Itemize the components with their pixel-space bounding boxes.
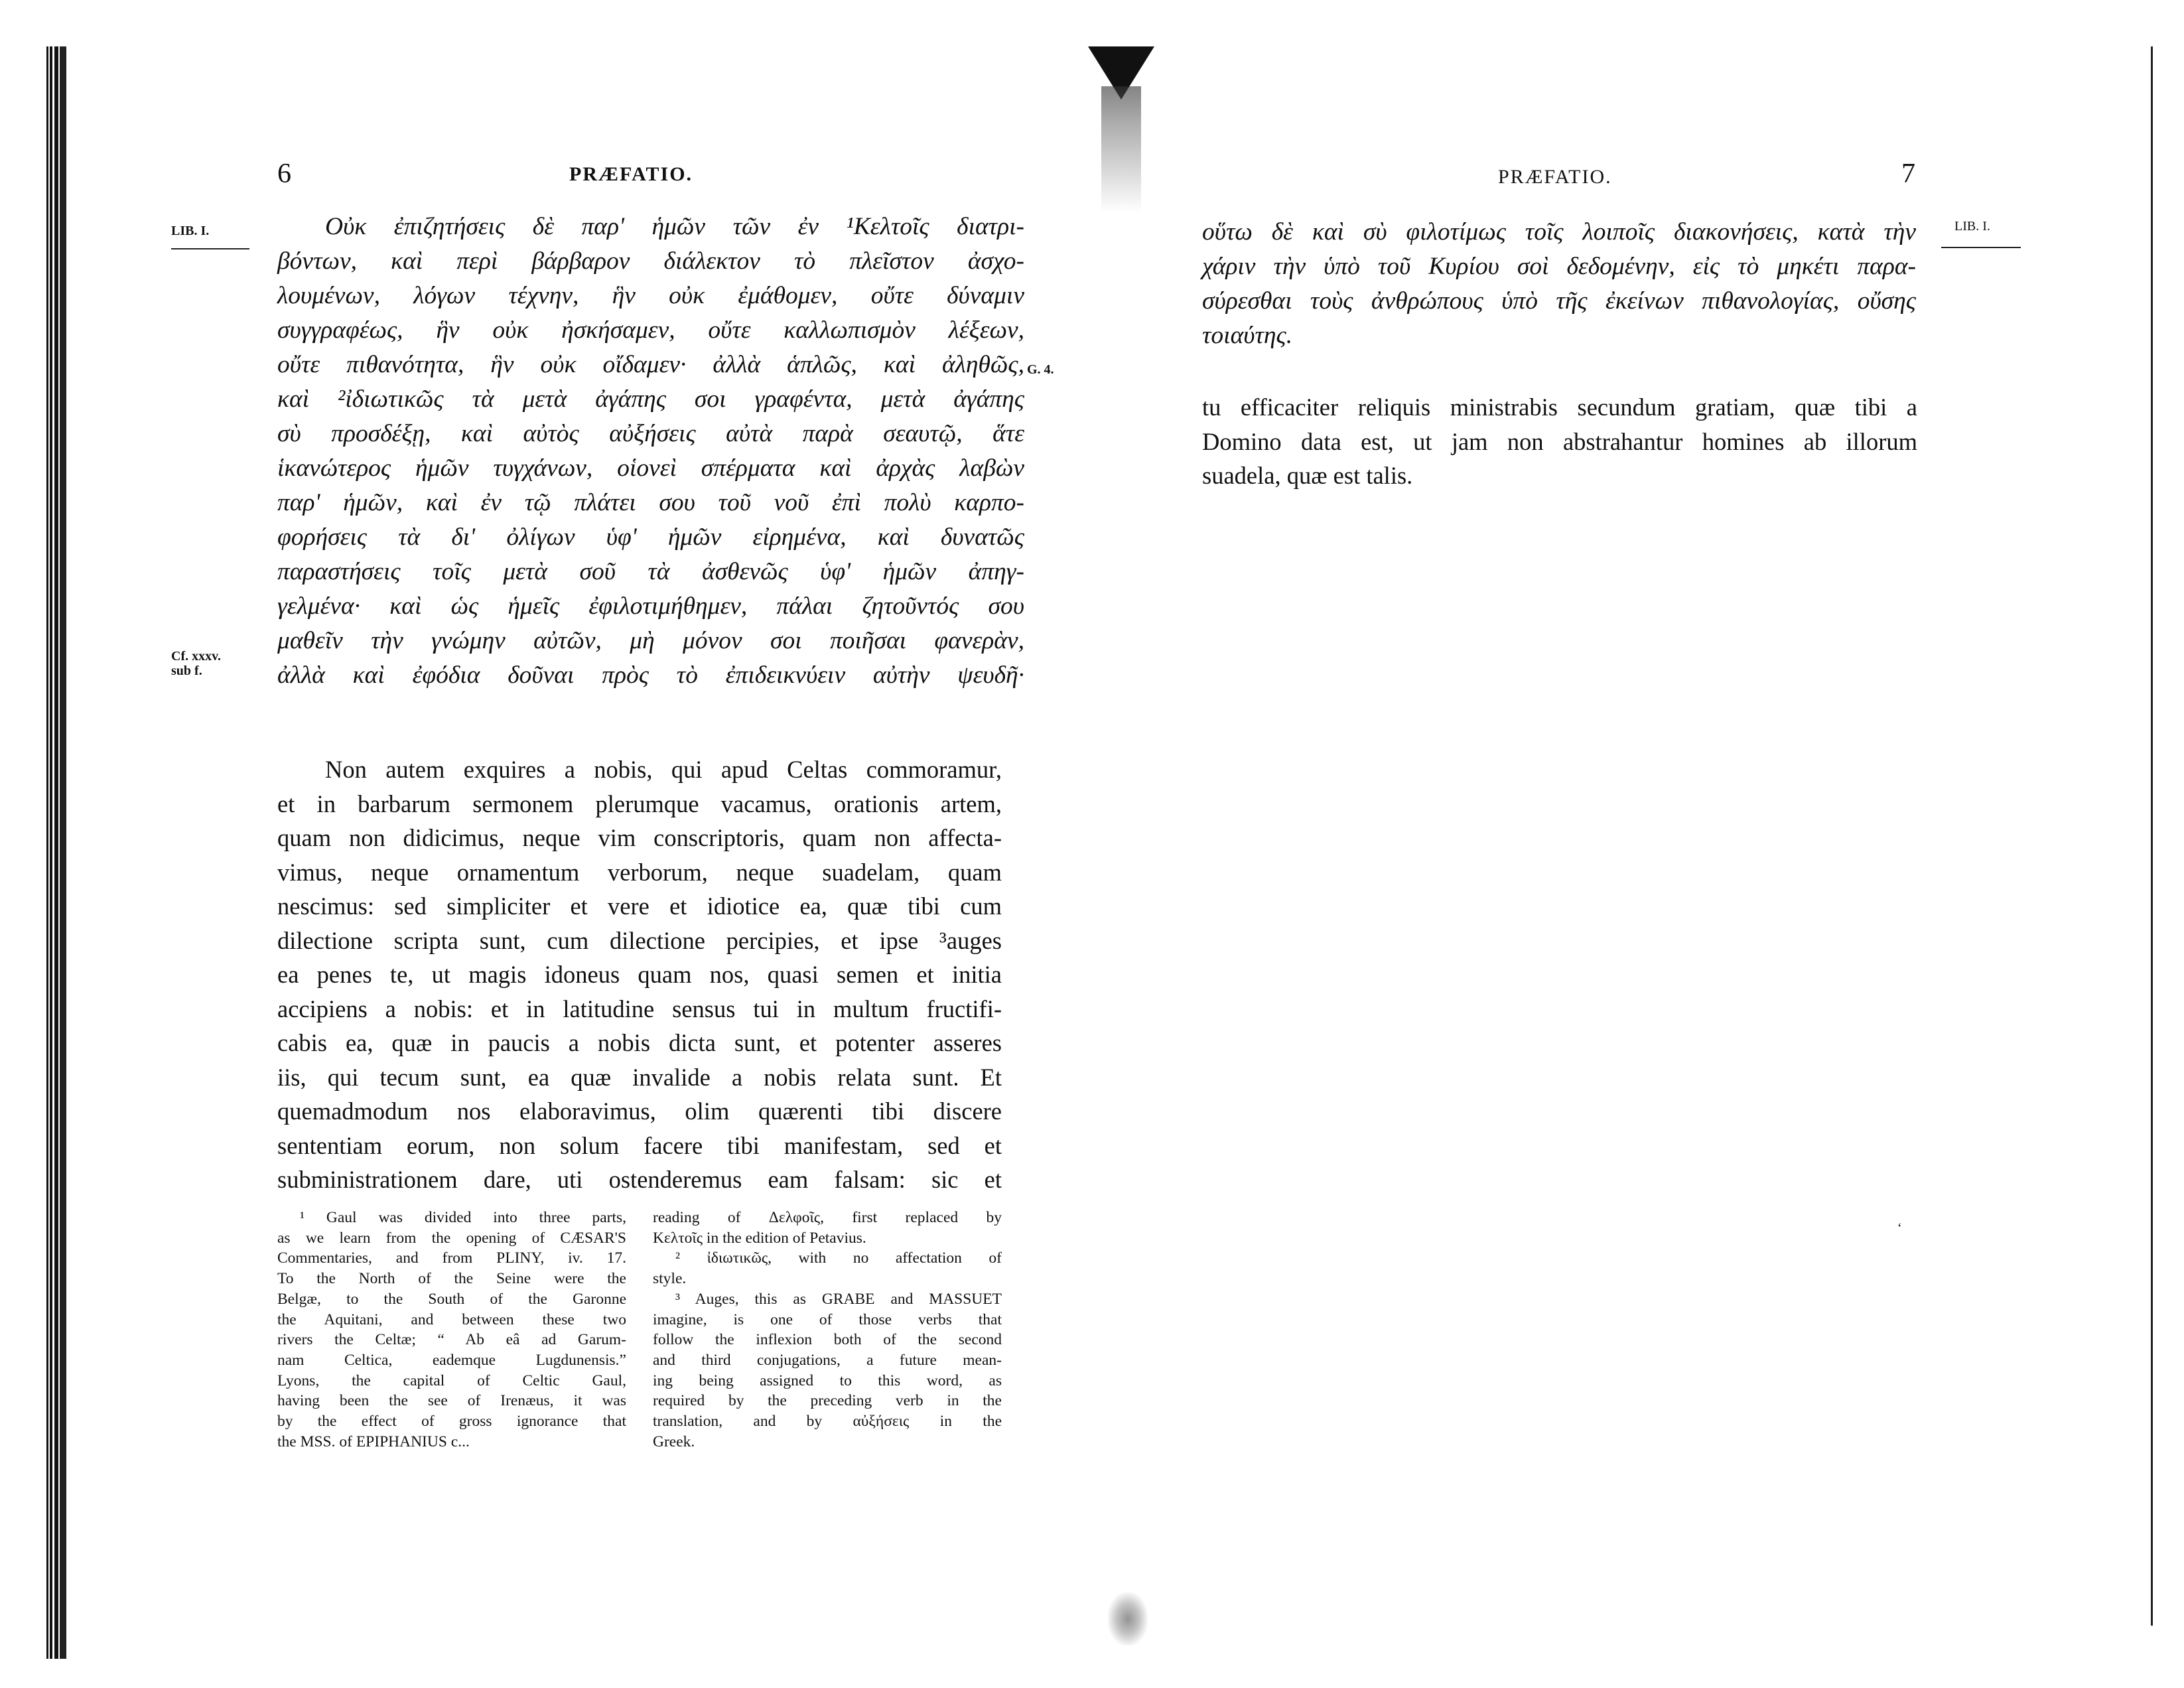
footnote-line: reading of Δελφοῖς, first replaced by xyxy=(653,1209,1002,1226)
right-running-head: PRÆFATIO. xyxy=(1498,166,1612,188)
greek-line: καὶ ²ἰδιωτικῶς τὰ μετὰ ἀγάπης σοι γραφέντα, μετὰ ἀγάπης xyxy=(277,386,1024,413)
footnote-line: as we learn from the opening of CÆSAR'S xyxy=(277,1229,626,1247)
left-running-head: PRÆFATIO. xyxy=(569,163,693,185)
right-side-label: LIB. I. xyxy=(1954,219,1990,234)
greek-line: οὔτε πιθανότητα, ἣν οὐκ οἴδαμεν· ἀλλὰ ἁπλῶς, καὶ ἀληθῶς, xyxy=(277,351,1024,378)
margin-ref-cf xyxy=(171,649,221,678)
latin-line: ea penes te, ut magis idoneus quam nos, quasi semen et initia xyxy=(277,961,1002,988)
stray-mark: ‘ xyxy=(1897,1221,1902,1235)
greek-text-right xyxy=(1202,215,1916,353)
footnote-line: imagine, is one of those verbs that xyxy=(653,1310,1002,1328)
footnotes-column-2 xyxy=(653,1208,1002,1452)
margin-ref-cf-line: sub f. xyxy=(171,664,202,678)
footnote-line: Commentaries, and from PLINY, iv. 17. xyxy=(277,1249,626,1267)
right-side-rule xyxy=(1941,247,2021,248)
latin-line: cabis ea, quæ in paucis a nobis dicta sunt, et potenter asseres xyxy=(277,1029,1002,1056)
right-page-number: 7 xyxy=(1901,159,1915,189)
latin-line: accipiens a nobis: et in latitudine sensus tui in multum fructifi- xyxy=(277,995,1002,1022)
footnote-line: Belgæ, to the South of the Garonne xyxy=(277,1290,626,1308)
latin-line: sententiam eorum, non solum facere tibi manifestam, sed et xyxy=(277,1131,1002,1159)
latin-text-right xyxy=(1202,390,1917,493)
greek-line: χάριν τὴν ὑπὸ τοῦ Κυρίου σοὶ δεδομένην, εἰς τὸ μηκέτι παρα- xyxy=(1202,253,1916,280)
footnote-line: and third conjugations, a future mean- xyxy=(653,1351,1002,1369)
greek-line: ἀλλὰ καὶ ἐφόδια δοῦναι πρὸς τὸ ἐπιδεικνύειν αὐτὴν ψευδῆ· xyxy=(277,662,1024,689)
footnote-line: nam Celtica, eademque Lugdunensis.” xyxy=(277,1351,626,1369)
greek-line: λουμένων, λόγων τέχνην, ἣν οὐκ ἐμάθομεν, οὔτε δύναμιν xyxy=(277,282,1024,309)
latin-text-left xyxy=(277,752,1002,1197)
greek-line: σύρεσθαι τοὺς ἀνθρώπους ὑπὸ τῆς ἐκείνων πιθανολογίας, οὔσης xyxy=(1202,287,1916,315)
footnote-line: required by the preceding verb in the xyxy=(653,1392,1002,1410)
greek-line: παρ' ἡμῶν, καὶ ἐν τῷ πλάτει σου τοῦ νοῦ ἐπὶ πολὺ καρπο- xyxy=(277,489,1024,516)
left-side-rule xyxy=(171,248,249,249)
left-page-number: 6 xyxy=(277,159,291,189)
footnote-line: Κελτοῖς in the edition of Petavius. xyxy=(653,1229,866,1247)
greek-line: τοιαύτης. xyxy=(1202,322,1293,349)
gutter-shadow-bottom xyxy=(1108,1592,1148,1646)
latin-line: vimus, neque ornamentum verborum, neque suadelam, quam xyxy=(277,858,1002,886)
greek-text-left xyxy=(277,210,1024,693)
footnote-line: Lyons, the capital of Celtic Gaul, xyxy=(277,1372,626,1389)
left-side-label: LIB. I. xyxy=(171,224,210,238)
greek-line: ἱκανώτερος ἡμῶν τυγχάνων, οἱονεὶ σπέρματα καὶ ἀρχὰς λαβὼν xyxy=(277,455,1024,482)
footnote-line: ing being assigned to this word, as xyxy=(653,1372,1002,1389)
latin-line: dilectione scripta sunt, cum dilectione percipies, et ipse ³auges xyxy=(277,926,1002,954)
greek-line: οὕτω δὲ καὶ σὺ φιλοτίμως τοῖς λοιποῖς διακονήσεις, κατὰ τὴν xyxy=(1202,218,1916,246)
latin-line: Non autem exquires a nobis, qui apud Celtas commoramur, xyxy=(325,756,1002,783)
footnote-line: ³ Auges, this as GRABE and MASSUET xyxy=(675,1290,1002,1308)
margin-ref-cf-line: Cf. xxxv. xyxy=(171,649,221,664)
book-binding-edge xyxy=(46,46,66,1659)
greek-line: Οὐκ ἐπιζητήσεις δὲ παρ' ἡμῶν τῶν ἐν ¹Κελτοῖς διατρι- xyxy=(325,213,1024,240)
latin-line: quemadmodum nos elaboravimus, olim quærenti tibi discere xyxy=(277,1097,1002,1125)
latin-line: nescimus: sed simpliciter et vere et idiotice ea, quæ tibi cum xyxy=(277,892,1002,920)
footnote-line: ² ἰδιωτικῶς, with no affectation of xyxy=(675,1249,1002,1267)
footnote-line: follow the inflexion both of the second xyxy=(653,1331,1002,1349)
footnotes-column-1 xyxy=(277,1208,626,1452)
greek-line: γελμένα· καὶ ὡς ἡμεῖς ἐφιλοτιμήθημεν, πάλαι ζητοῦντός σου xyxy=(277,593,1024,620)
footnote-line: by the effect of gross ignorance that xyxy=(277,1413,626,1431)
greek-line: βόντων, καὶ περὶ βάρβαρον διάλεκτον τὸ πλεῖστον ἀσχο- xyxy=(277,247,1024,275)
greek-line: σὺ προσδέξῃ, καὶ αὐτὸς αὐξήσεις αὐτὰ παρὰ σεαυτῷ, ἅτε xyxy=(277,420,1024,447)
greek-line: συγγραφέως, ἣν οὐκ ἠσκήσαμεν, οὔτε καλλωπισμὸν λέξεων, xyxy=(277,316,1024,344)
latin-line: suadela, quæ est talis. xyxy=(1202,462,1413,489)
latin-line: quam non didicimus, neque vim conscriptoris, quam non affecta- xyxy=(277,824,1002,851)
footnote-line: translation, and by αὐξήσεις in the xyxy=(653,1413,1002,1431)
latin-line: tu efficaciter reliquis ministrabis secundum gratiam, quæ tibi a xyxy=(1202,393,1917,421)
footnote-line: ¹ Gaul was divided into three parts, xyxy=(300,1209,626,1226)
footnote-line: having been the see of Irenæus, it was xyxy=(277,1392,626,1410)
greek-line: παραστήσεις τοῖς μετὰ σοῦ τὰ ἀσθενῶς ὑφ' ἡμῶν ἀπηγ- xyxy=(277,558,1024,585)
latin-line: iis, qui tecum sunt, ea quæ invalide a nobis relata sunt. Et xyxy=(277,1063,1002,1091)
gutter-shadow xyxy=(1101,86,1141,212)
greek-line: μαθεῖν τὴν γνώμην αὐτῶν, μὴ μόνον σοι ποιῆσαι φανερὰν, xyxy=(277,627,1024,654)
footnote-line: the Aquitani, and between these two xyxy=(277,1310,626,1328)
footnote-line: To the North of the Seine were the xyxy=(277,1270,626,1288)
footnote-line: rivers the Celtæ; “ Ab eâ ad Garum- xyxy=(277,1331,626,1349)
latin-line: Domino data est, ut jam non abstrahantur homines ab illorum xyxy=(1202,427,1917,455)
page-edge-line xyxy=(2151,46,2153,1626)
footnote-line: style. xyxy=(653,1270,687,1288)
margin-ref-g: G. 4. xyxy=(1027,362,1054,377)
greek-line: φορήσεις τὰ δι' ὀλίγων ὑφ' ἡμῶν εἰρημένα, καὶ δυνατῶς xyxy=(277,524,1024,551)
latin-line: subministrationem dare, uti ostenderemus eam falsam: sic et xyxy=(277,1166,1002,1193)
latin-line: et in barbarum sermonem plerumque vacamus, orationis artem, xyxy=(277,790,1002,817)
footnote-line: the MSS. of EPIPHANIUS c... xyxy=(277,1433,470,1450)
footnote-line: Greek. xyxy=(653,1433,695,1450)
